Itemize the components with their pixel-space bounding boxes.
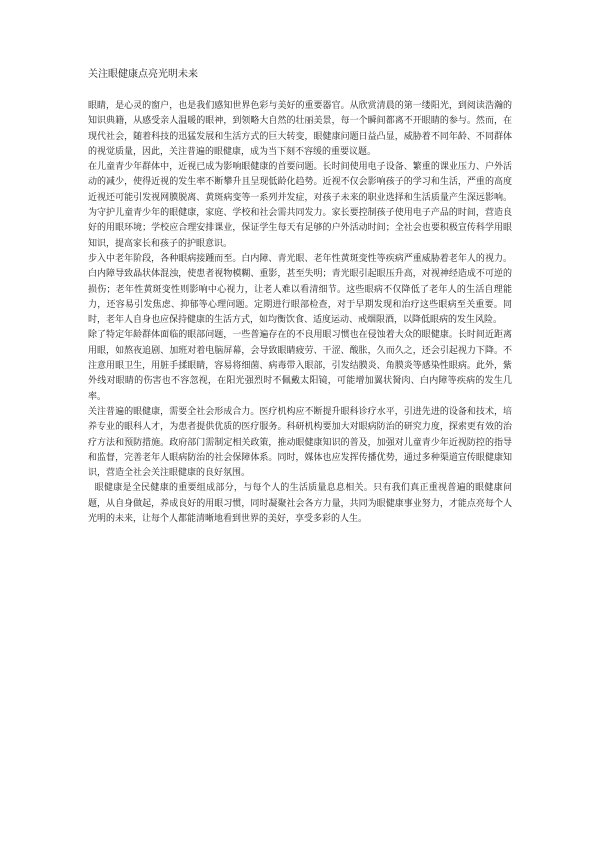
- paragraph-bad-habits: 除了特定年龄群体面临的眼部问题，一些普遍存在的不良用眼习惯也在侵蚀着大众的眼健康。长时间近距离用眼，如熬夜追剧、加班对着电脑屏幕，会导致眼睛疲劳、干涩、酸胀，久而久之，还会引起视力下降。不注意用眼卫生，用脏手揉眼睛，容易将细菌、病毒带入眼部，引发结膜炎、角膜炎等感染性眼病。此外，紫外线对眼睛的伤害也不容忽视，在阳光强烈时不佩戴太阳镜，可能增加翼状胬肉、白内障等疾病的发生几率。: [88, 330, 512, 402]
- document-title: 关注眼健康点亮光明未来: [88, 69, 198, 80]
- paragraph-children-myopia: 在儿童青少年群体中，近视已成为影响眼健康的首要问题。长时间使用电子设备、繁重的课业压力、户外活动的减少，使得近视的发生率不断攀升且呈现低龄化趋势。近视不仅会影响孩子的学习和生活，严重的高度近视还可能引发视网膜脱离、黄斑病变等一系列并发症，对孩子未来的职业选择和生活质量产生深远影响。为守护儿童青少年的眼健康，家庭、学校和社会需共同发力。家长要控制孩子使用电子产品的时间，营造良好的用眼环境；学校应合理安排课业，保证学生每天有足够的户外活动时间；全社会也要积极宣传科学用眼知识，提高家长和孩子的护眼意识。: [88, 162, 512, 249]
- paragraph-elderly-eye-disease: 步入中老年阶段，各种眼病接踵而至。白内障、青光眼、老年性黄斑变性等疾病严重威胁着老年人的视力。白内障导致晶状体混浊，使患者视物模糊、重影，甚至失明；青光眼引起眼压升高，对视神经造成不可逆的损伤；老年性黄斑变性则影响中心视力，让老人难以看清细节。这些眼病不仅降低了老年人的生活自理能力，还容易引发焦虑、抑郁等心理问题。定期进行眼部检查，对于早期发现和治疗这些眼病至关重要。同时，老年人自身也应保持健康的生活方式，如均衡饮食、适度运动、戒烟限酒，以降低眼病的发生风险。: [88, 253, 512, 326]
- paragraph-intro: 眼睛，是心灵的窗户，也是我们感知世界色彩与美好的重要器官。从欣赏清晨的第一缕阳光，到阅读浩瀚的知识典籍，从感受亲人温暖的眼神，到领略大自然的壮丽美景，每一个瞬间都离不开眼睛的参与。然而，在现代社会，随着科技的迅猛发展和生活方式的巨大转变，眼健康问题日益凸显，威胁着不同年龄、不同群体的视觉质量，因此，关注普遍的眼健康，成为当下刻不容缓的重要议题。: [88, 101, 512, 157]
- document-body: [88, 99, 512, 527]
- paragraph-conclusion: 眼健康是全民健康的重要组成部分，与每个人的生活质量息息相关。只有我们真正重视普遍的眼健康问题，从自身做起，养成良好的用眼习惯，同时凝聚社会各方力量，共同为眼健康事业努力，才能点亮每个人光明的未来，让每个人都能清晰地看到世界的美好，享受多彩的人生。: [88, 483, 512, 525]
- paragraph-social-effort: 关注普遍的眼健康，需要全社会形成合力。医疗机构应不断提升眼科诊疗水平，引进先进的设备和技术，培养专业的眼科人才，为患者提供优质的医疗服务。科研机构要加大对眼病防治的研究力度，探索更有效的治疗方法和预防措施。政府部门需制定相关政策，推动眼健康知识的普及，加强对儿童青少年近视防控的指导和监督，完善老年人眼病防治的社会保障体系。同时，媒体也应发挥传播优势，通过多种渠道宣传眼健康知识，营造全社会关注眼健康的良好氛围。: [88, 406, 512, 479]
